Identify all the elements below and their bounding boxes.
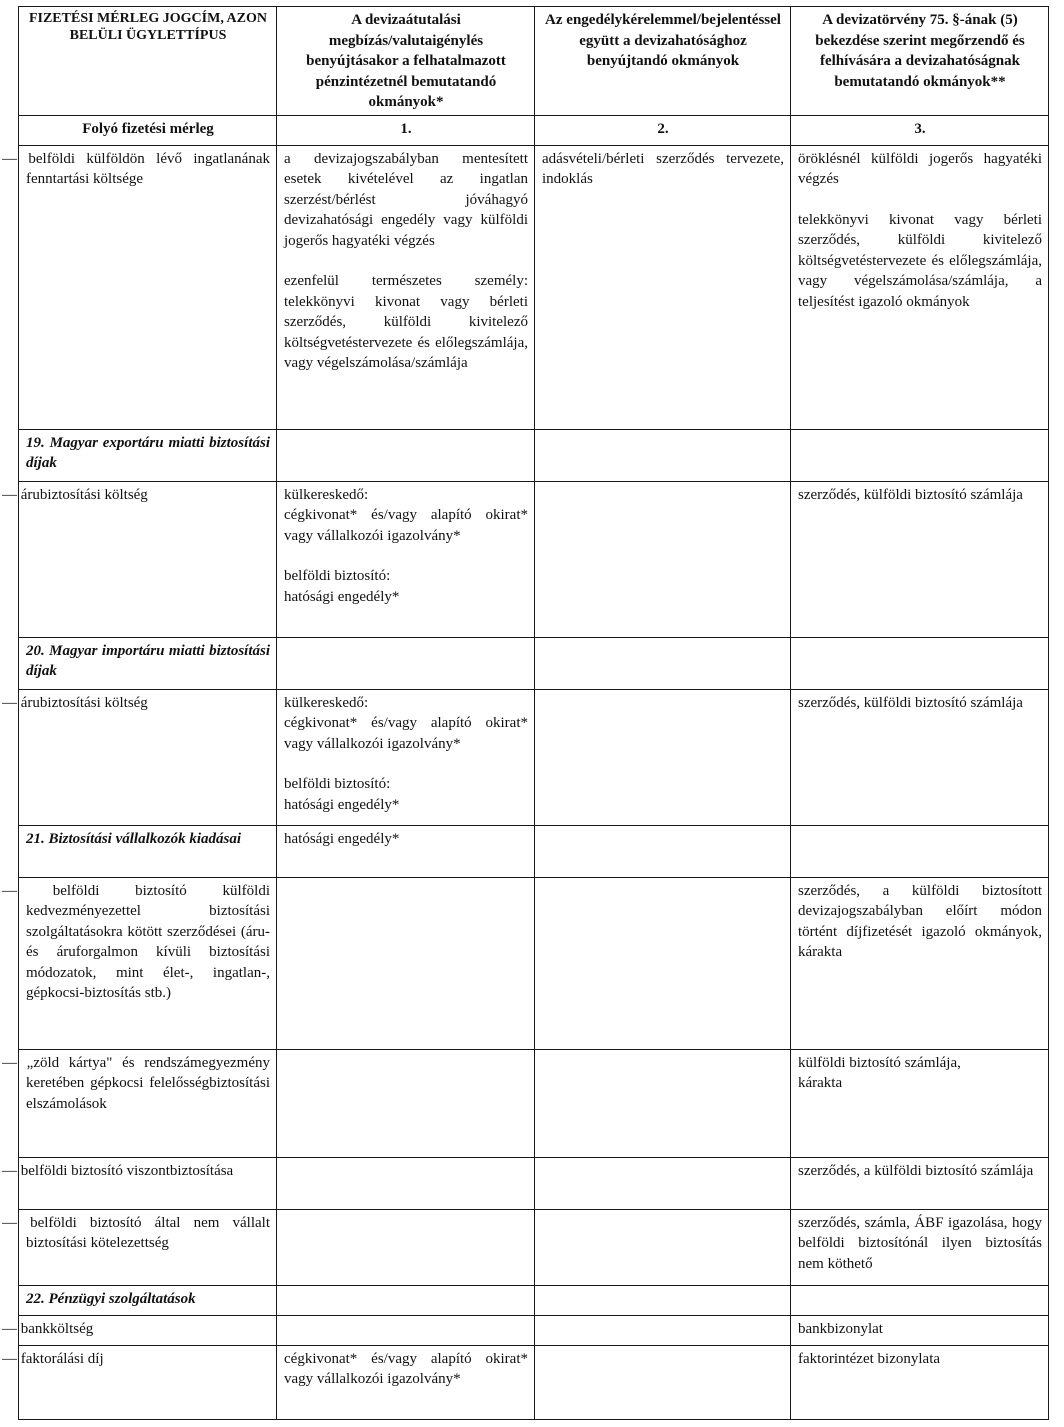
header-authority-submission-column: Az engedélykérelemmel/bejelentéssel együtt a devizahatósághoz benyújtandó okmányok (535, 7, 791, 116)
table-row (19, 1049, 1049, 1157)
document-page (2, 6, 1048, 1416)
row-title: — belföldi külföldön lévő ingatlanának fenntartási költsége (19, 145, 277, 429)
empty-cell (535, 825, 791, 877)
table-subheader-row (19, 115, 1049, 145)
document-paragraph: telekkönyvi kivonat vagy bérleti szerződés, külföldi kivitelező költségvetéstervezete és előlegszámlája, vagy végelszámolása/számlája, a teljesítést igazoló okmányok (798, 211, 1042, 310)
document-line: hatósági engedély* (284, 588, 400, 605)
row-retention-documents: szerződés, a külföldi biztosító számlája (791, 1157, 1049, 1209)
table-row (19, 1209, 1049, 1285)
section-heading: 19. Magyar exportáru miatti biztosítási díjak (19, 429, 277, 481)
subheader-column-number-1: 1. (277, 115, 535, 145)
document-paragraph: ezenfelül természetes személy: telekkönyvi kivonat vagy bérleti szerződés, külföldi kivitelező költségvetéstervezete és előlegszámlája, vagy végelszámolása/számlája (284, 273, 528, 371)
empty-cell (535, 429, 791, 481)
document-paragraph (284, 485, 528, 547)
empty-cell (535, 1049, 791, 1157)
empty-cell (791, 1285, 1049, 1315)
table-row (19, 825, 1049, 877)
row-authority-documents: adásvételi/bérleti szerződés tervezete, indoklás (535, 145, 791, 429)
document-paragraph (284, 693, 528, 755)
empty-cell (535, 689, 791, 825)
row-title: — „zöld kártya" és rendszámegyezmény keretében gépkocsi felelősségbiztosítási elszámolások (19, 1049, 277, 1157)
row-bank-documents (277, 689, 535, 825)
document-line: kárakta (798, 1075, 843, 1091)
document-line: külkereskedő: (284, 486, 369, 503)
empty-cell (277, 637, 535, 689)
row-bank-documents: hatósági engedély* (277, 825, 535, 877)
empty-cell (535, 1345, 791, 1419)
table-header-row (19, 7, 1049, 116)
documents-table (2, 6, 1049, 1420)
section-heading: 22. Pénzügyi szolgáltatások (19, 1285, 277, 1315)
header-title-column: FIZETÉSI MÉRLEG JOGCÍM, AZON BELÜLI ÜGYLETTÍPUS (19, 7, 277, 116)
document-paragraph: a devizajogszabályban mentesített esetek kivételével az ingatlan szerzést/bérlést jóváhagyó devizahatósági engedély vagy külföldi jogerős hagyatéki végzés (284, 150, 528, 249)
empty-cell (535, 1209, 791, 1285)
header-bank-documents-column: A devizaátutalási megbízás/valutaigénylés benyújtásakor a felhatalmazott pénzintézetnél bemutatandó okmányok* (277, 7, 535, 116)
section-heading: 20. Magyar importáru miatti biztosítási díjak (19, 637, 277, 689)
row-retention-documents: szerződés, külföldi biztosító számlája (791, 689, 1049, 825)
row-bank-documents (277, 145, 535, 429)
row-bank-documents (277, 481, 535, 637)
empty-cell (277, 877, 535, 1049)
subheader-column-number-2: 2. (535, 115, 791, 145)
row-retention-documents: bankbizonylat (791, 1315, 1049, 1345)
row-retention-documents: szerződés, külföldi biztosító számlája (791, 481, 1049, 637)
table-row (19, 637, 1049, 689)
empty-cell (535, 1157, 791, 1209)
row-title: — bankköltség (19, 1315, 277, 1345)
empty-cell (277, 1285, 535, 1315)
row-title: — belföldi biztosító viszontbiztosítása (19, 1157, 277, 1209)
document-line: cégkivonat* és/vagy alapító okirat* vagy vállalkozói igazolvány* (284, 715, 528, 752)
row-retention-documents: szerződés, számla, ÁBF igazolása, hogy belföldi biztosítónál ilyen biztosítás nem köthető (791, 1209, 1049, 1285)
document-line: külföldi biztosító számlája, (798, 1054, 961, 1071)
row-retention-documents: faktorintézet bizonylata (791, 1345, 1049, 1419)
row-title: — árubiztosítási költség (19, 689, 277, 825)
empty-cell (535, 637, 791, 689)
table-row (19, 1315, 1049, 1345)
empty-cell (791, 429, 1049, 481)
table-row (19, 1345, 1049, 1419)
subheader-column-number-3: 3. (791, 115, 1049, 145)
row-title: — belföldi biztosító által nem vállalt biztosítási kötelezettség (19, 1209, 277, 1285)
row-retention-documents: szerződés, a külföldi biztosított devizajogszabályban előírt módon történt díjfizetését igazoló okmányok, kárakta (791, 877, 1049, 1049)
row-title: — árubiztosítási költség (19, 481, 277, 637)
subheader-current-account: Folyó fizetési mérleg (19, 115, 277, 145)
empty-cell (277, 1049, 535, 1157)
document-paragraph (284, 774, 528, 815)
empty-cell (791, 825, 1049, 877)
table-row (19, 145, 1049, 429)
document-paragraph (284, 566, 528, 607)
document-paragraph: öröklésnél külföldi jogerős hagyatéki végzés (798, 150, 1042, 187)
empty-cell (535, 1285, 791, 1315)
table-row (19, 1285, 1049, 1315)
table-row (19, 429, 1049, 481)
table-row (19, 481, 1049, 637)
empty-cell (535, 481, 791, 637)
table-row (19, 689, 1049, 825)
document-line: belföldi biztosító: (284, 776, 391, 792)
row-title: — belföldi biztosító külföldi kedvezményezettel biztosítási szolgáltatásokra kötött szerződései (áru- és áruforgalmon kívüli biztosítási módozatok, mint élet-, ingatlan-, gépkocsi-biztosítás stb.) (19, 877, 277, 1049)
empty-cell (791, 637, 1049, 689)
document-line: külkereskedő: (284, 694, 369, 711)
header-retention-documents-column: A devizatörvény 75. §-ának (5) bekezdése szerint megőrzendő és felhívására a devizahatóságnak bemutatandó okmányok** (791, 7, 1049, 116)
row-bank-documents: cégkivonat* és/vagy alapító okirat* vagy vállalkozói igazolvány* (277, 1345, 535, 1419)
document-line: hatósági engedély* (284, 796, 400, 813)
empty-cell (277, 1315, 535, 1345)
section-heading: 21. Biztosítási vállalkozók kiadásai (19, 825, 277, 877)
row-retention-documents (791, 145, 1049, 429)
document-line: belföldi biztosító: (284, 568, 391, 584)
empty-cell (535, 877, 791, 1049)
empty-cell (277, 1157, 535, 1209)
row-retention-documents (791, 1049, 1049, 1157)
document-line: cégkivonat* és/vagy alapító okirat* vagy vállalkozói igazolvány* (284, 507, 528, 544)
table-row (19, 1157, 1049, 1209)
row-title: — faktorálási díj (19, 1345, 277, 1419)
empty-cell (535, 1315, 791, 1345)
table-row (19, 877, 1049, 1049)
empty-cell (277, 429, 535, 481)
empty-cell (277, 1209, 535, 1285)
